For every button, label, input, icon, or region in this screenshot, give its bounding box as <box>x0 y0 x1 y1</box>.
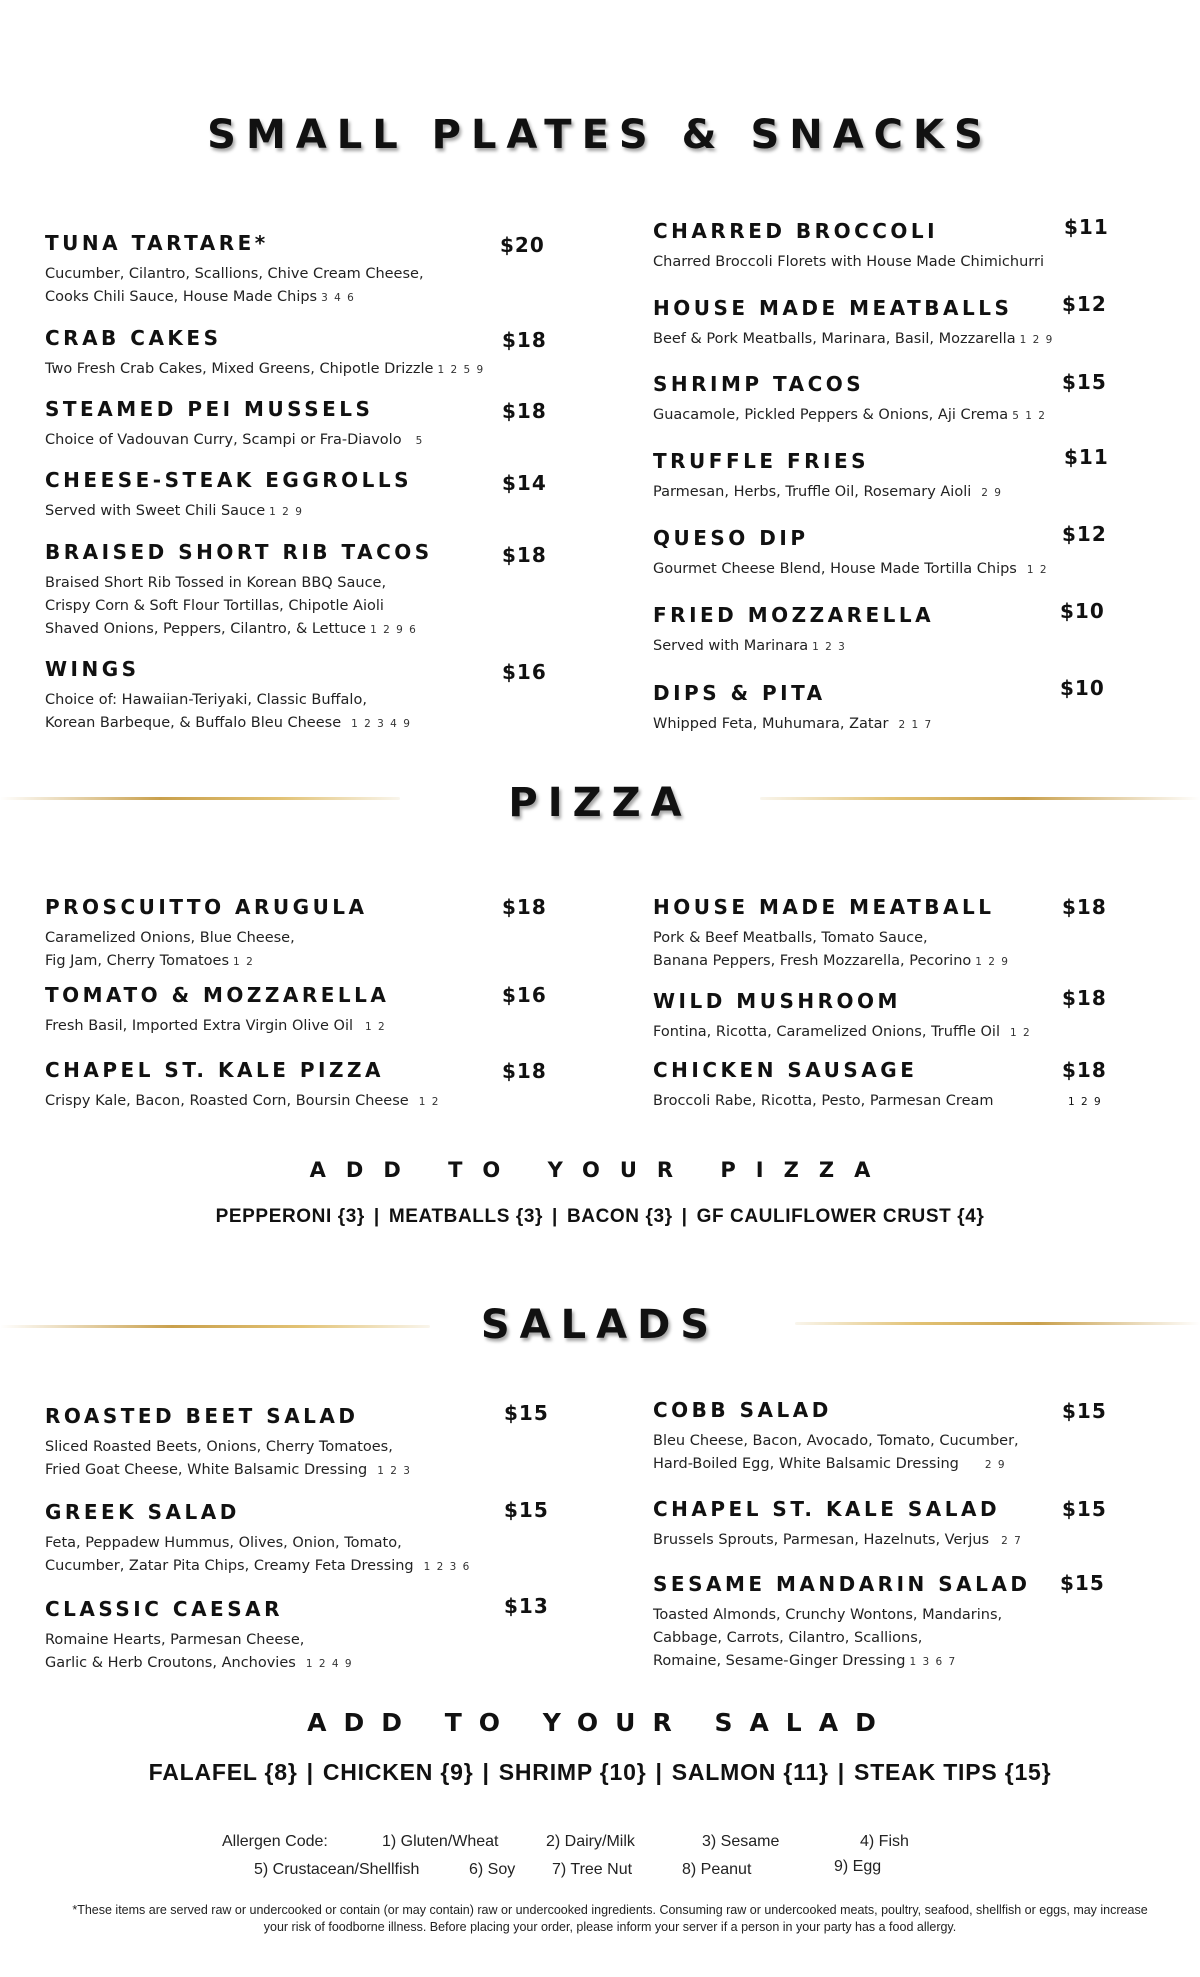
item-description: Sliced Roasted Beets, Onions, Cherry Tomatoes, Fried Goat Cheese, White Balsamic Dressing 1 2 3 <box>45 1439 412 1478</box>
allergen-code-item: 7) Tree Nut <box>552 1861 633 1878</box>
item-description: Braised Short Rib Tossed in Korean BBQ Sauce, Crispy Corn & Soft Flour Tortillas, Chipotle Aioli Shaved Onions, Peppers, Cilantro, & Lettuce 1 2 9 6 <box>45 575 418 637</box>
item-description: Brussels Sprouts, Parmesan, Hazelnuts, Verjus 2 7 <box>653 1532 1023 1548</box>
item-description: Cucumber, Cilantro, Scallions, Chive Cream Cheese, Cooks Chili Sauce, House Made Chips 3 4 6 <box>45 266 424 305</box>
item-description: Feta, Peppadew Hummus, Olives, Onion, Tomato, Cucumber, Zatar Pita Chips, Creamy Feta Dressing 1 2 3 6 <box>45 1535 471 1574</box>
menu-item <box>45 540 433 642</box>
item-description: Broccoli Rabe, Ricotta, Pesto, Parmesan Cream <box>653 1093 994 1109</box>
item-price: $12 <box>1062 522 1107 546</box>
allergen-code: 1 2 9 6 <box>370 624 418 636</box>
menu-item <box>653 1398 1019 1477</box>
item-name: CHICKEN SAUSAGE <box>653 1058 918 1082</box>
allergen-code: 1 2 3 4 9 <box>351 718 412 730</box>
add-to-salad-title: ADD TO YOUR SALAD <box>307 1708 893 1737</box>
item-name: TUNA TARTARE* <box>45 231 269 255</box>
item-name: FRIED MOZZARELLA <box>653 603 935 627</box>
allergen-code: 1 2 <box>1009 1027 1032 1039</box>
menu-item <box>653 1572 1030 1674</box>
allergen-code: 2 1 7 <box>898 719 933 731</box>
item-description: Bleu Cheese, Bacon, Avocado, Tomato, Cucumber, Hard-Boiled Egg, White Balsamic Dressing 2 9 <box>653 1433 1019 1472</box>
allergen-code: 2 9 <box>981 487 1003 499</box>
item-description: Romaine Hearts, Parmesan Cheese, Garlic & Herb Croutons, Anchovies 1 2 4 9 <box>45 1632 354 1671</box>
item-description: Guacamole, Pickled Peppers & Onions, Aji Crema 5 1 2 <box>653 407 1047 423</box>
addon-item: PEPPERONI {3} <box>215 1206 365 1227</box>
menu-item <box>45 397 424 453</box>
item-name: CRAB CAKES <box>45 326 222 350</box>
addon-item: SALMON {11} <box>671 1759 829 1785</box>
allergen-code-label: Allergen Code: <box>222 1833 328 1850</box>
section-title-salads: SALADS <box>480 1302 720 1348</box>
item-name: WILD MUSHROOM <box>653 989 901 1013</box>
item-name: HOUSE MADE MEATBALL <box>653 895 995 919</box>
food-safety-disclaimer: *These items are served raw or undercooked or contain (or may contain) raw or undercooked ingredients. Consuming raw or undercooked meats, poultry, seafood, shellfish or eggs, may increase your risk of foodborne illness. Before placing your order, please inform your server if a person in your party has a food allergy. <box>72 1903 1148 1934</box>
allergen-code-item: 5) Crustacean/Shellfish <box>254 1861 420 1878</box>
item-price: $18 <box>1062 895 1107 919</box>
gold-divider-right <box>760 797 1200 800</box>
allergen-code: 1 2 9 <box>269 506 304 518</box>
menu-item <box>653 895 1009 974</box>
menu-item <box>653 526 1048 582</box>
menu-item <box>653 372 1046 428</box>
item-name: CHARRED BROCCOLI <box>653 219 939 243</box>
item-description: Toasted Almonds, Crunchy Wontons, Mandarins, Cabbage, Carrots, Cilantro, Scallions, Romaine, Sesame-Ginger Dressing 1 3 6 7 <box>653 1607 1003 1669</box>
item-price: $18 <box>502 1059 547 1083</box>
item-name: DIPS & PITA <box>653 681 826 705</box>
item-price: $10 <box>1060 599 1105 623</box>
allergen-code: 2 7 <box>1001 1535 1023 1547</box>
gold-divider-right <box>795 1322 1200 1325</box>
item-price: $15 <box>1062 1497 1107 1521</box>
item-description: Charred Broccoli Florets with House Made Chimichurri <box>653 254 1044 270</box>
menu-item <box>45 1404 411 1483</box>
item-name: SHRIMP TACOS <box>653 372 865 396</box>
item-name: CHAPEL ST. KALE SALAD <box>653 1497 1001 1521</box>
item-price: $18 <box>502 399 547 423</box>
item-name: ROASTED BEET SALAD <box>45 1404 359 1428</box>
allergen-code: 3 4 6 <box>321 292 356 304</box>
allergen-code: 1 2 <box>418 1096 440 1108</box>
item-description: Caramelized Onions, Blue Cheese, Fig Jam, Cherry Tomatoes 1 2 <box>45 930 295 969</box>
item-price: $15 <box>504 1498 549 1522</box>
addon-item: CHICKEN {9} <box>322 1759 474 1785</box>
allergen-code-item: 4) Fish <box>860 1833 909 1850</box>
allergen-code: 5 <box>415 435 424 447</box>
item-price: $16 <box>502 660 547 684</box>
item-name: WINGS <box>45 657 140 681</box>
menu-item <box>45 468 412 524</box>
menu-item <box>45 326 485 382</box>
allergen-code-item: 8) Peanut <box>682 1861 752 1878</box>
add-to-pizza-title: ADD TO YOUR PIZZA <box>309 1158 891 1182</box>
item-description: Fresh Basil, Imported Extra Virgin Olive Oil 1 2 <box>45 1018 387 1034</box>
menu-item <box>45 895 368 974</box>
item-price: $16 <box>502 983 547 1007</box>
menu-item <box>45 1058 440 1114</box>
addon-item: BACON {3} <box>566 1206 673 1227</box>
item-name: BRAISED SHORT RIB TACOS <box>45 540 433 564</box>
item-name: QUESO DIP <box>653 526 809 550</box>
item-price: $20 <box>500 233 545 257</box>
item-description: Served with Marinara 1 2 3 <box>653 638 847 654</box>
allergen-code-item: 1) Gluten/Wheat <box>382 1833 499 1850</box>
menu-item <box>45 1500 471 1579</box>
allergen-code: 1 2 <box>233 956 255 968</box>
allergen-code: 1 2 3 6 <box>423 1561 471 1573</box>
item-price: $15 <box>1060 1571 1105 1595</box>
allergen-code-item: 6) Soy <box>469 1861 516 1878</box>
menu-item <box>45 231 424 310</box>
item-price: $18 <box>1062 986 1107 1010</box>
menu-item <box>653 1058 994 1113</box>
allergen-code: 1 2 9 <box>1068 1096 1103 1108</box>
item-name: TOMATO & MOZZARELLA <box>45 983 390 1007</box>
item-name: TRUFFLE FRIES <box>653 449 870 473</box>
item-name: GREEK SALAD <box>45 1500 240 1524</box>
item-name: PROSCUITTO ARUGULA <box>45 895 368 919</box>
addon-item: SHRIMP {10} <box>498 1759 647 1785</box>
item-description: Choice of Vadouvan Curry, Scampi or Fra-Diavolo 5 <box>45 432 424 448</box>
item-price: $13 <box>504 1594 549 1618</box>
addon-item: GF CAULIFLOWER CRUST {4} <box>696 1206 985 1227</box>
item-name: STEAMED PEI MUSSELS <box>45 397 374 421</box>
item-description: Beef & Pork Meatballs, Marinara, Basil, Mozzarella 1 2 9 <box>653 331 1054 347</box>
item-price: $12 <box>1062 292 1107 316</box>
item-description: Crispy Kale, Bacon, Roasted Corn, Boursin Cheese 1 2 <box>45 1093 440 1109</box>
item-price: $14 <box>502 471 547 495</box>
item-name: COBB SALAD <box>653 1398 832 1422</box>
menu-item <box>45 983 389 1039</box>
item-description: Parmesan, Herbs, Truffle Oil, Rosemary Aioli 2 9 <box>653 484 1003 500</box>
item-name: CHEESE-STEAK EGGROLLS <box>45 468 413 492</box>
item-price: $18 <box>1062 1058 1107 1082</box>
allergen-code: 1 2 3 <box>812 641 847 653</box>
allergen-code: 1 2 9 <box>1019 334 1054 346</box>
menu-item <box>653 219 1044 274</box>
item-price: $15 <box>1062 370 1107 394</box>
item-description: Served with Sweet Chili Sauce 1 2 9 <box>45 503 304 519</box>
item-name: CHAPEL ST. KALE PIZZA <box>45 1058 384 1082</box>
item-description: Fontina, Ricotta, Caramelized Onions, Truffle Oil 1 2 <box>653 1024 1032 1040</box>
item-price: $18 <box>502 543 547 567</box>
allergen-code: 1 2 9 <box>975 956 1010 968</box>
menu-item <box>653 1497 1022 1553</box>
item-name: HOUSE MADE MEATBALLS <box>653 296 1013 320</box>
section-title-small-plates: SMALL PLATES & SNACKS <box>207 112 993 158</box>
allergen-code-item: 2) Dairy/Milk <box>546 1833 635 1850</box>
item-name: SESAME MANDARIN SALAD <box>653 1572 1031 1596</box>
section-title-pizza: PIZZA <box>508 780 692 826</box>
addon-item: MEATBALLS {3} <box>388 1206 544 1227</box>
item-price: $11 <box>1064 215 1109 239</box>
menu-item <box>653 449 1002 505</box>
item-description: Choice of: Hawaiian-Teriyaki, Classic Buffalo, Korean Barbeque, & Buffalo Bleu Cheese 1 2 3 4 9 <box>45 692 412 731</box>
item-price: $18 <box>502 328 547 352</box>
menu-item <box>653 681 933 737</box>
addon-item: FALAFEL {8} <box>148 1759 298 1785</box>
allergen-code-item: 9) Egg <box>834 1858 882 1875</box>
item-description: Pork & Beef Meatballs, Tomato Sauce, Banana Peppers, Fresh Mozzarella, Pecorino 1 2 9 <box>653 930 1010 969</box>
pizza-addons: PEPPERONI {3} | MEATBALLS {3} | BACON {3} | GF CAULIFLOWER CRUST {4} <box>215 1206 985 1227</box>
item-description: Two Fresh Crab Cakes, Mixed Greens, Chipotle Drizzle 1 2 5 9 <box>45 361 485 377</box>
menu-item <box>653 296 1054 352</box>
allergen-code: 2 9 <box>984 1459 1007 1471</box>
addon-item: STEAK TIPS {15} <box>854 1759 1052 1785</box>
item-price: $15 <box>1062 1399 1107 1423</box>
item-price: $15 <box>504 1401 549 1425</box>
allergen-code: 1 2 3 <box>377 1465 412 1477</box>
menu-item <box>653 603 934 659</box>
item-price: $18 <box>502 895 547 919</box>
menu-item <box>45 1597 353 1676</box>
item-description: Gourmet Cheese Blend, House Made Tortilla Chips 1 2 <box>653 561 1049 577</box>
item-price: $11 <box>1064 445 1109 469</box>
allergen-code: 1 2 <box>365 1021 387 1033</box>
allergen-code-item: 3) Sesame <box>702 1833 780 1850</box>
menu-item <box>45 657 411 736</box>
item-name: CLASSIC CAESAR <box>45 1597 283 1621</box>
allergen-code: 1 2 <box>1026 564 1049 576</box>
allergen-code: 5 1 2 <box>1012 410 1047 422</box>
allergen-code: 1 2 5 9 <box>437 364 485 376</box>
item-description: Whipped Feta, Muhumara, Zatar 2 1 7 <box>653 716 933 732</box>
allergen-code: 1 2 4 9 <box>305 1658 354 1670</box>
salad-addons: FALAFEL {8} | CHICKEN {9} | SHRIMP {10} | SALMON {11} | STEAK TIPS {15} <box>148 1759 1052 1785</box>
allergen-code: 1 3 6 7 <box>909 1656 957 1668</box>
item-price: $10 <box>1060 676 1105 700</box>
menu-item <box>653 989 1031 1045</box>
